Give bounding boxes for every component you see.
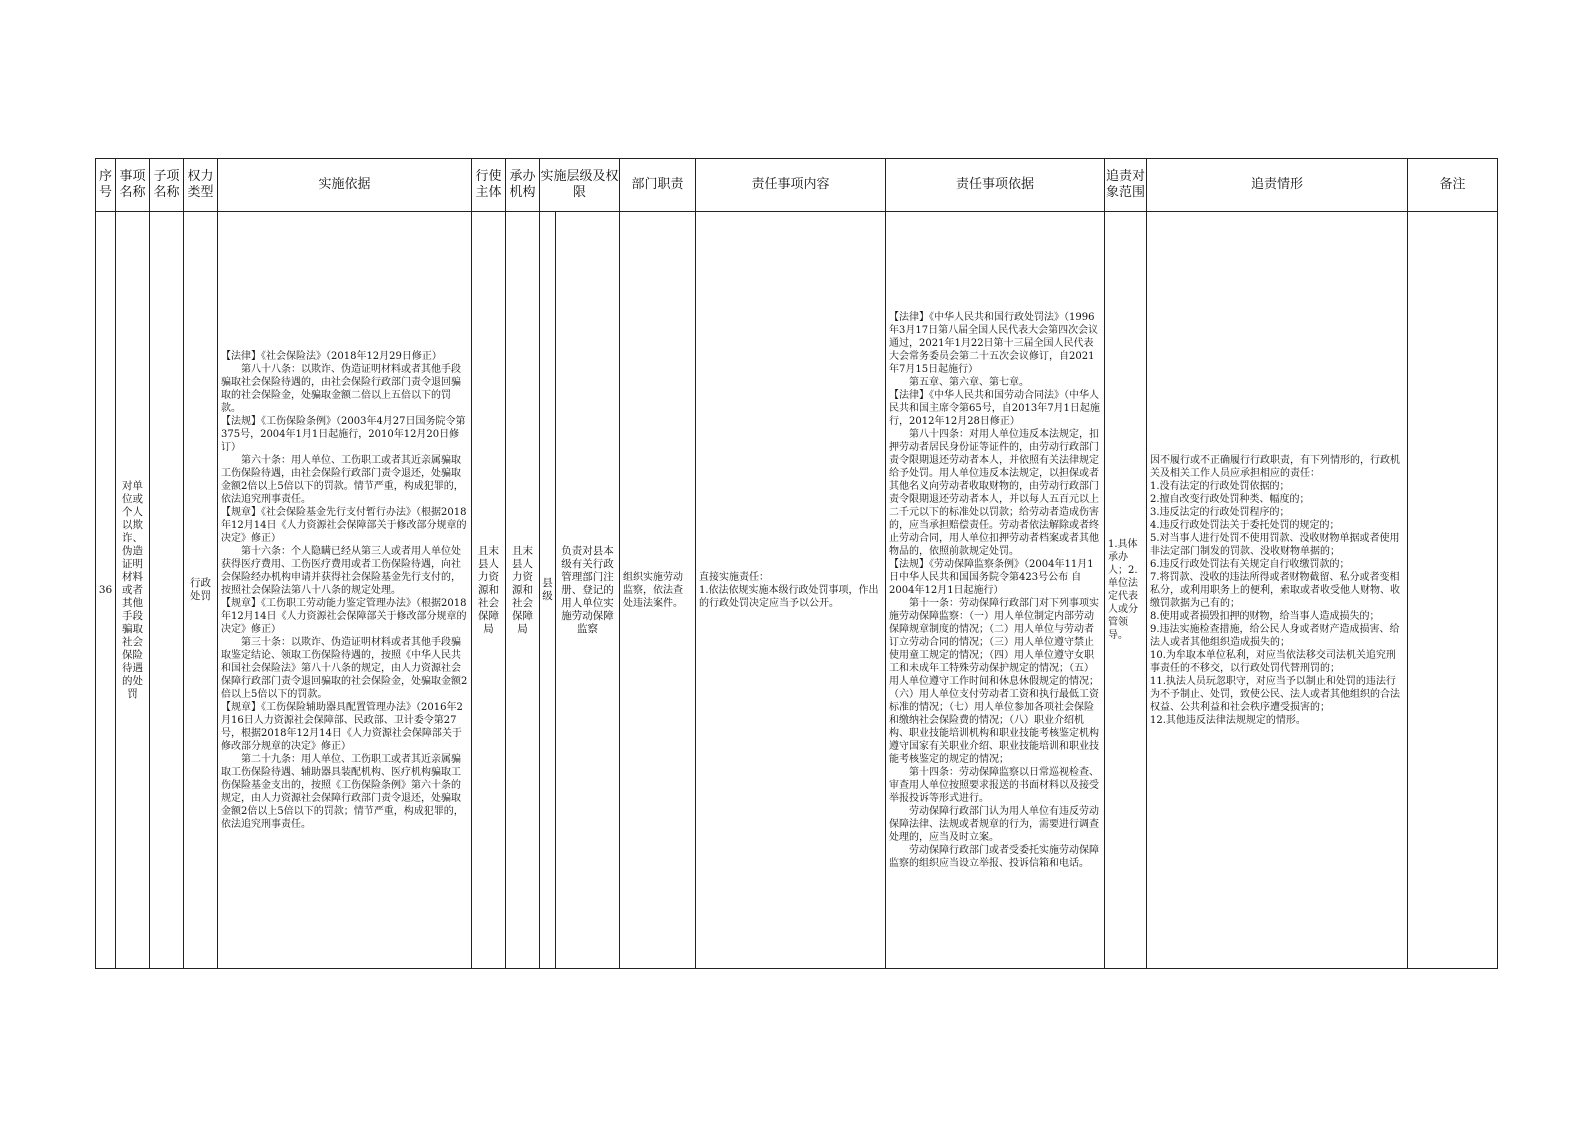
header-scope: 追责对象范围 [1105, 159, 1147, 212]
header-power-type: 权力类型 [184, 159, 218, 212]
resp-basis-list [889, 311, 1101, 870]
resp-content-line: 1.依法依规实施本级行政处罚事项，作出的行政处罚决定应当予以公开。 [699, 584, 879, 609]
cell-pursuit [1147, 212, 1408, 969]
cell-organ: 且末县人力资源和社会保障局 [506, 212, 540, 969]
cell-seq: 36 [96, 212, 116, 969]
pursuit-line: 8.使用或者损毁扣押的财物，给当事人造成损失的； [1150, 610, 1380, 622]
resp-content-line: 直接实施责任： [699, 571, 770, 583]
resp-basis-paragraph: 【法律】《中华人民共和国行政处罚法》（1996年3月17日第八届全国人民代表大会第四次会议通过，2021年1月22日第十三届全国人民代表大会常务委员会第二十五次会议修订，自2021年7月15日起施行） [889, 311, 1099, 375]
resp-basis-paragraph: 第十一条：劳动保障行政部门对下列事项实施劳动保障监察：（一）用人单位制定内部劳动保障规章制度的情况；（二）用人单位与劳动者订立劳动合同的情况；（三）用人单位遵守禁止使用童工规定的情况；（四）用人单位遵守女职工和未成年工特殊劳动保护规定的情况；（五）用人单位遵守工作时间和休息休假规定的情况；（六）用人单位支付劳动者工资和执行最低工资标准的情况；（七）用人单位参加各项社会保险和缴纳社会保险费的情况；（八）职业介绍机构、职业技能培训机构和职业技能考核鉴定机构遵守国家有关职业介绍、职业技能培训和职业技能考核鉴定的规定的情况； [889, 597, 1100, 765]
basis-paragraph: 【规章】《工伤保险辅助器具配置管理办法》（2016年2月16日人力资源社会保障部、民政部、卫计委令第27号，根据2018年12月14日《人力资源社会保障部关于修改部分规章的决定》修正） [221, 701, 463, 752]
cell-scope: 1.具体承办人；2.单位法定代表人或分管领导。 [1105, 212, 1147, 969]
header-sub-name: 子项名称 [150, 159, 184, 212]
cell-item-name: 对单位或个人以欺诈、伪造证明材料或者其他手段骗取社会保险待遇的处罚 [116, 212, 150, 969]
pursuit-line: 11.执法人员玩忽职守，对应当予以制止和处罚的违法行为不予制止、处罚，致使公民、法人或者其他组织的合法权益、公共利益和社会秩序遭受损害的； [1150, 675, 1401, 713]
pursuit-line: 7.将罚款、没收的违法所得或者财物截留、私分或者变相私分，或利用职务上的便利，索取或者收受他人财物、收缴罚款据为己有的； [1150, 571, 1401, 609]
pursuit-line: 1.没有法定的行政处罚依据的； [1150, 480, 1290, 492]
basis-paragraph: 第六十条：用人单位、工伤职工或者其近亲属骗取工伤保险待遇，由社会保险行政部门责令退还，处骗取金额2倍以上5倍以下的罚款。情节严重，构成犯罪的，依法追究刑事责任。 [221, 454, 464, 505]
pursuit-line: 12.其他违反法律法规规定的情形。 [1150, 714, 1306, 726]
cell-basis [218, 212, 472, 969]
pursuit-line: 4.违反行政处罚法关于委托处罚的规定的； [1150, 519, 1340, 531]
resp-content-list [699, 571, 882, 610]
basis-paragraph: 【法规】《工伤保险条例》（2003年4月27日国务院令第375号，2004年1月1日起施行，2010年12月20日修订） [221, 415, 466, 453]
basis-paragraph: 第二十九条：用人单位、工伤职工或者其近亲属骗取工伤保险待遇、辅助器具装配机构、医疗机构骗取工伤保险基金支出的，按照《工伤保险条例》第六十条的规定，由人力资源社会保障行政部门责令退还，处骗取金额2倍以上5倍以下的罚款；情节严重，构成犯罪的，依法追究刑事责任。 [221, 753, 464, 830]
header-level: 实施层级及权限 [540, 159, 620, 212]
basis-paragraph: 【规章】《工伤职工劳动能力鉴定管理办法》（根据2018年12月14日《人力资源社会保障部关于修改部分规章的决定》修正） [221, 597, 467, 635]
header-item-name: 事项名称 [116, 159, 150, 212]
resp-basis-paragraph: 第十四条：劳动保障监察以日常巡视检查、审查用人单位按照要求报送的书面材料以及接受举报投诉等形式进行。 [889, 766, 1100, 804]
header-basis: 实施依据 [218, 159, 472, 212]
pursuit-line: 6.违反行政处罚法有关规定自行收缴罚款的； [1150, 558, 1350, 570]
header-organ: 承办机构 [506, 159, 540, 212]
resp-basis-paragraph: 第五章、第六章、第七章。 [909, 376, 1030, 388]
header-dept-duty: 部门职责 [620, 159, 696, 212]
cell-dept-duty: 组织实施劳动监察，依法查处违法案件。 [620, 212, 696, 969]
basis-paragraph: 第八十八条：以欺诈、伪造证明材料或者其他手段骗取社会保险待遇的，由社会保险行政部门责令退回骗取的社会保险金，处骗取金额二倍以上五倍以下的罚款。 [221, 363, 461, 414]
basis-list [221, 350, 468, 831]
cell-sub-name [150, 212, 184, 969]
header-remark: 备注 [1408, 159, 1498, 212]
pursuit-line: 5.对当事人进行处罚不使用罚款、没收财物单据或者使用非法定部门制发的罚款、没收财物单据的； [1150, 532, 1400, 557]
resp-basis-paragraph: 劳动保障行政部门或者受委托实施劳动保障监察的组织应当设立举报、投诉信箱和电话。 [889, 844, 1100, 869]
header-resp-basis: 责任事项依据 [886, 159, 1105, 212]
pursuit-line: 9.违法实施检查措施，给公民人身或者财产造成损害、给法人或者其他组织造成损失的； [1150, 623, 1400, 648]
pursuit-line: 10.为牟取本单位私利，对应当依法移交司法机关追究刑事责任的不移交，以行政处罚代替刑罚的； [1150, 649, 1396, 674]
cell-remark [1408, 212, 1498, 969]
resp-basis-paragraph: 【法律】《中华人民共和国劳动合同法》（中华人民共和国主席令第65号，自2013年7月1日起施行，2012年12月28日修正） [889, 389, 1100, 427]
basis-paragraph: 【规章】《社会保险基金先行支付暂行办法》（根据2018年12月14日《人力资源社会保障部关于修改部分规章的决定》修正） [221, 506, 467, 544]
cell-subject: 且末县人力资源和社会保障局 [472, 212, 506, 969]
resp-basis-paragraph: 【法规】《劳动保障监察条例》（2004年11月1日中华人民共和国国务院令第423号公布 自2004年12月1日起施行） [889, 558, 1094, 596]
pursuit-line: 因不履行或不正确履行行政职责，有下列情形的，行政机关及相关工作人员应承担相应的责任： [1150, 454, 1401, 479]
pursuit-line: 3.违反法定的行政处罚程序的； [1150, 506, 1290, 518]
pursuit-line: 2.擅自改变行政处罚种类、幅度的； [1150, 493, 1310, 505]
header-row [96, 159, 1498, 212]
header-pursuit: 追责情形 [1147, 159, 1408, 212]
cell-resp-content [696, 212, 886, 969]
basis-paragraph: 【法律】《社会保险法》（2018年12月29日修正） [221, 350, 442, 362]
resp-basis-paragraph: 第八十四条：对用人单位违反本法规定，扣押劳动者居民身份证等证件的，由劳动行政部门责令限期退还劳动者本人，并依照有关法律规定给予处罚。用人单位违反本法规定，以担保或者其他名义向劳动者收取财物的，由劳动行政部门责令限期退还劳动者本人，并以每人五百元以上二千元以下的标准处以罚款；给劳动者造成伤害的，应当承担赔偿责任。劳动者依法解除或者终止劳动合同，用人单位扣押劳动者档案或者其他物品的，依照前款规定处罚。 [889, 428, 1100, 557]
header-seq: 序号 [96, 159, 116, 212]
resp-basis-paragraph: 劳动保障行政部门认为用人单位有违反劳动保障法律、法规或者规章的行为，需要进行调查处理的，应当及时立案。 [889, 805, 1100, 843]
table-row [96, 212, 1498, 969]
header-resp-content: 责任事项内容 [696, 159, 886, 212]
cell-power-type: 行政处罚 [184, 212, 218, 969]
basis-paragraph: 第十六条：个人隐瞒已经从第三人或者用人单位处获得医疗费用、工伤医疗费用或者工伤保险待遇，向社会保险经办机构申请并获得社会保险基金先行支付的，按照社会保险法第八十八条的规定处理。 [221, 545, 461, 596]
header-subject: 行使主体 [472, 159, 506, 212]
pursuit-list [1150, 454, 1404, 727]
cell-level-b: 负责对县本级有关行政管理部门注册、登记的用人单位实施劳动保障监察 [556, 212, 620, 969]
responsibility-table [95, 158, 1498, 969]
basis-paragraph: 第三十条：以欺诈、伪造证明材料或者其他手段骗取鉴定结论、领取工伤保险待遇的，按照《中华人民共和国社会保险法》第八十八条的规定，由人力资源社会保障行政部门责令退回骗取的社会保险金，处骗取金额2倍以上5倍以下的罚款。 [221, 636, 468, 700]
cell-level-a: 县级 [540, 212, 556, 969]
cell-resp-basis [886, 212, 1105, 969]
